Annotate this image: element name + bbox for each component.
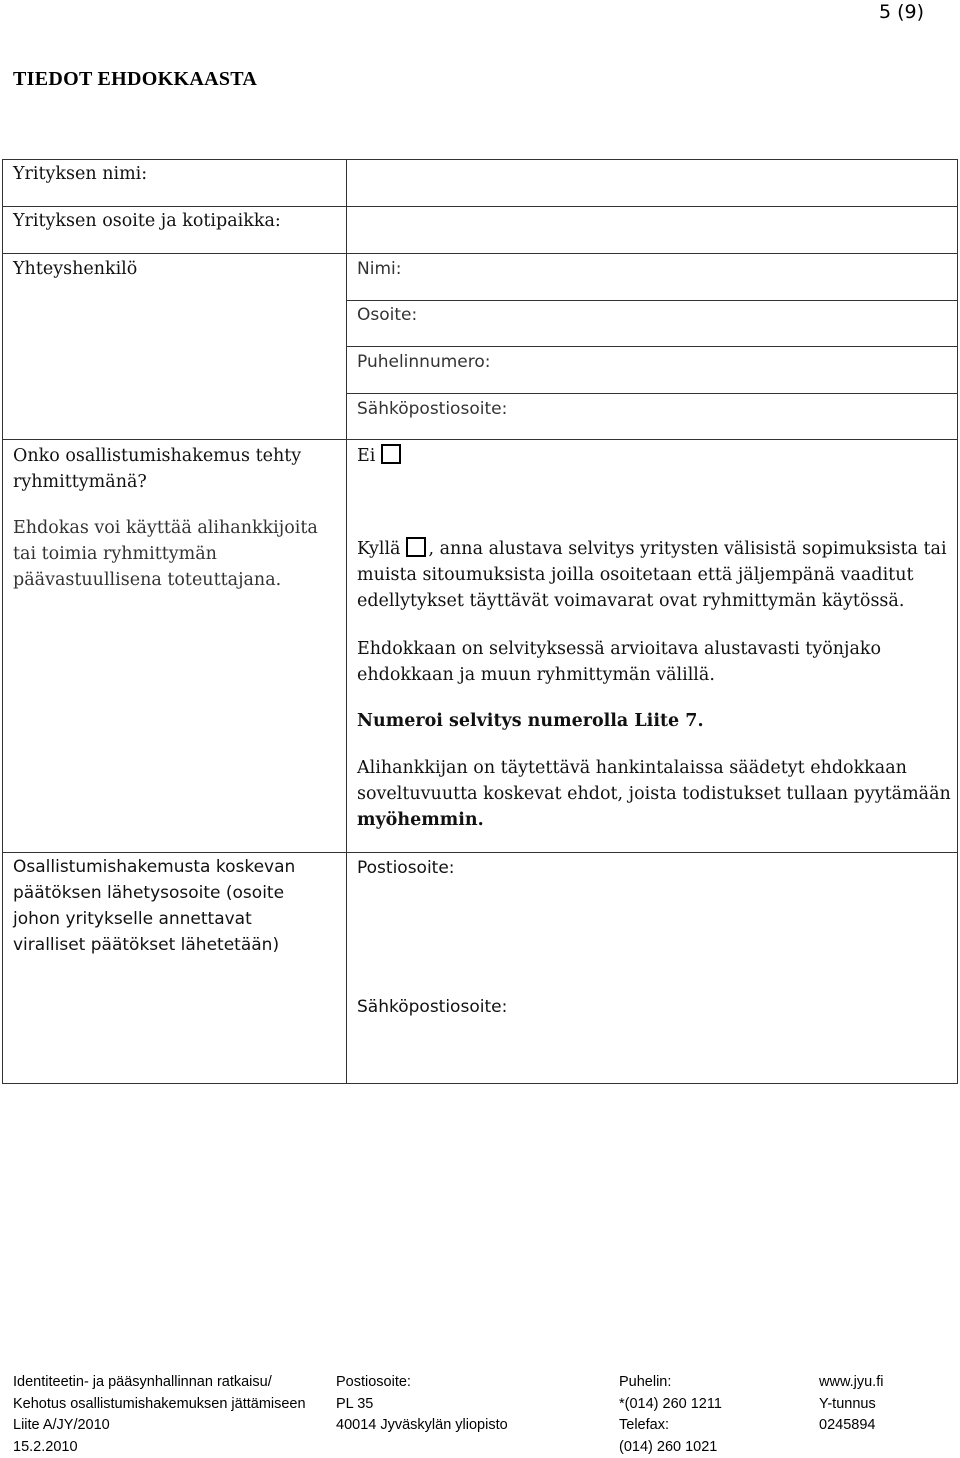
work-split-line: ehdokkaan ja muun ryhmittymän välillä. bbox=[357, 662, 952, 688]
footer-text: Telefax: bbox=[619, 1415, 722, 1437]
no-label: Ei bbox=[357, 446, 375, 466]
row-divider bbox=[346, 393, 958, 394]
attachment-note: Numeroi selvitys numerolla Liite 7. bbox=[357, 708, 952, 734]
decision-label-line: viralliset päätökset lähetetään) bbox=[13, 932, 335, 958]
footer-col-postal bbox=[336, 1372, 508, 1437]
company-name-label: Yrityksen nimi: bbox=[13, 161, 335, 187]
yes-checkbox[interactable] bbox=[406, 537, 426, 557]
yes-text: edellytykset täyttävät voimavarat ovat ryhmittymän käytössä. bbox=[357, 588, 952, 614]
decision-label-line: johon yritykselle annettavat bbox=[13, 906, 335, 932]
column-divider bbox=[346, 159, 347, 1084]
row-divider bbox=[2, 852, 958, 853]
footer-link[interactable]: www.jyu.fi bbox=[819, 1372, 883, 1394]
decision-label-line: päätöksen lähetysosoite (osoite bbox=[13, 880, 335, 906]
footer-col-phone bbox=[619, 1372, 722, 1458]
footer-text: (014) 260 1021 bbox=[619, 1437, 722, 1458]
footer-col-org bbox=[13, 1372, 306, 1458]
contact-phone-field[interactable]: Puhelinnumero: bbox=[357, 349, 952, 375]
decision-email-field[interactable]: Sähköpostiosoite: bbox=[357, 994, 952, 1020]
footer-text: PL 35 bbox=[336, 1394, 508, 1416]
contact-address-field[interactable]: Osoite: bbox=[357, 302, 952, 328]
footer-text: *(014) 260 1211 bbox=[619, 1394, 722, 1416]
footer-text: 40014 Jyväskylän yliopisto bbox=[336, 1415, 508, 1437]
decision-label-line: Osallistumishakemusta koskevan bbox=[13, 854, 335, 880]
company-address-label: Yrityksen osoite ja kotipaikka: bbox=[13, 208, 335, 234]
footer-text: Postiosoite: bbox=[336, 1372, 508, 1394]
document-title: TIEDOT EHDOKKAASTA bbox=[13, 68, 257, 91]
work-split-line: Ehdokkaan on selvityksessä arvioitava alustavasti työnjako bbox=[357, 636, 952, 662]
footer-col-web bbox=[819, 1372, 883, 1437]
contact-name-field[interactable]: Nimi: bbox=[357, 256, 952, 282]
yes-option bbox=[357, 536, 952, 614]
yes-text: , anna alustava selvitys yritysten välisistä sopimuksista tai bbox=[428, 539, 946, 559]
group-note: Ehdokas voi käyttää alihankkijoita tai toimia ryhmittymän päävastuullisena toteuttajana. bbox=[13, 515, 335, 593]
row-divider bbox=[2, 206, 958, 207]
footer-text: Identiteetin- ja pääsynhallinnan ratkaisu/ bbox=[13, 1372, 306, 1394]
yes-text: muista sitoumuksista joilla osoitetaan että jäljempänä vaaditut bbox=[357, 562, 952, 588]
work-split-note bbox=[357, 636, 952, 688]
footer-text: Liite A/JY/2010 bbox=[13, 1415, 306, 1437]
footer-text: Kehotus osallistumishakemuksen jättämiseen bbox=[13, 1394, 306, 1416]
yes-label: Kyllä bbox=[357, 539, 400, 559]
row-divider bbox=[346, 300, 958, 301]
contact-email-field[interactable]: Sähköpostiosoite: bbox=[357, 396, 952, 422]
contact-person-label: Yhteyshenkilö bbox=[13, 256, 335, 282]
no-checkbox[interactable] bbox=[381, 444, 401, 464]
footer-text: Y-tunnus bbox=[819, 1394, 883, 1416]
postal-address-field[interactable]: Postiosoite: bbox=[357, 855, 952, 881]
subcontractor-note bbox=[357, 755, 952, 833]
row-divider bbox=[2, 253, 958, 254]
no-option bbox=[357, 443, 952, 469]
footer-text: 15.2.2010 bbox=[13, 1437, 306, 1458]
subcontractor-line: soveltuvuutta koskevat ehdot, joista todistukset tullaan pyytämään bbox=[357, 781, 952, 807]
page-number: 5 (9) bbox=[879, 0, 924, 24]
footer-text: 0245894 bbox=[819, 1415, 883, 1437]
decision-address-label bbox=[13, 854, 335, 958]
group-question: Onko osallistumishakemus tehty ryhmittymänä? bbox=[13, 443, 335, 495]
subcontractor-line: myöhemmin. bbox=[357, 807, 952, 833]
row-divider bbox=[2, 439, 958, 440]
subcontractor-line: Alihankkijan on täytettävä hankintalaissa säädetyt ehdokkaan bbox=[357, 755, 952, 781]
row-divider bbox=[346, 346, 958, 347]
footer-text: Puhelin: bbox=[619, 1372, 722, 1394]
